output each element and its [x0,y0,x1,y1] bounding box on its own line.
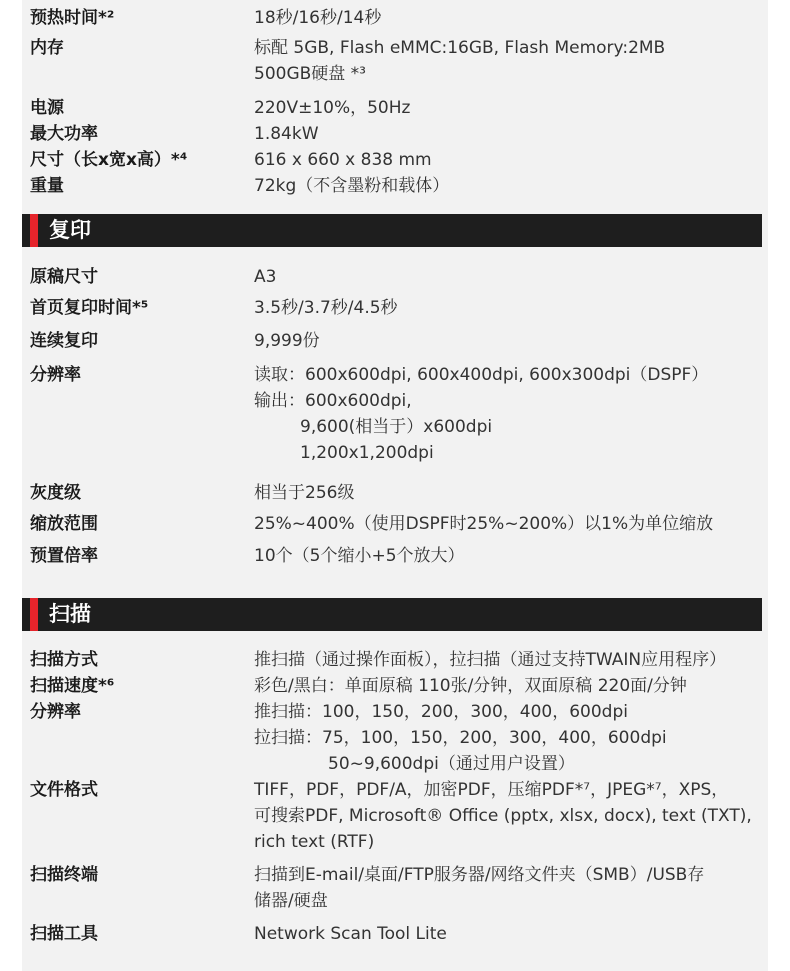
spec-label: 尺寸（长x宽x高）*⁴ [30,150,188,170]
spec-value: 72kg（不含墨粉和载体） [254,176,450,196]
spec-value: Network Scan Tool Lite [254,924,447,944]
spec-label: 缩放范围 [30,514,98,534]
spec-value: 25%~400%（使用DSPF时25%~200%）以1%为单位缩放 [254,514,714,534]
spec-value: 1.84kW [254,124,319,144]
spec-label: 分辨率 [30,702,81,722]
spec-value: 相当于256级 [254,483,355,503]
section-accent-bar [30,214,38,247]
spec-value: 标配 5GB, Flash eMMC:16GB, Flash Memory:2MB 500GB硬盘 *³ [254,38,666,84]
spec-label: 首页复印时间*⁵ [30,298,149,318]
spec-label: 扫描终端 [30,865,98,885]
spec-label: 扫描速度*⁶ [30,676,115,696]
spec-value: 扫描到E-mail/桌面/FTP服务器/网络文件夹（SMB）/USB存 储器/硬盘 [254,865,705,911]
spec-label: 分辨率 [30,365,81,385]
spec-value: 9,999份 [254,331,320,351]
spec-value: 3.5秒/3.7秒/4.5秒 [254,298,398,318]
section-accent-bar [30,598,38,631]
spec-value: 推扫描：100，150，200，300，400，600dpi 拉扫描：75，100，150，200，300，400，600dpi 50~9,600dpi（通过用户设置） [254,702,667,774]
spec-label: 原稿尺寸 [30,267,98,287]
spec-value: TIFF，PDF，PDF/A，加密PDF，压缩PDF*⁷，JPEG*⁷，XPS， 可搜索PDF, Microsoft® Office (pptx, xlsx, docx), text (TXT), rich text (RTF) [254,780,752,852]
spec-value: 18秒/16秒/14秒 [254,8,382,28]
section-title: 扫描 [49,602,91,626]
spec-label: 重量 [30,176,64,196]
section-title: 复印 [49,218,91,242]
section-header-copy [22,214,762,247]
spec-label: 内存 [30,38,64,58]
spec-label: 最大功率 [30,124,98,144]
spec-label: 文件格式 [30,780,98,800]
spec-value: 推扫描（通过操作面板），拉扫描（通过支持TWAIN应用程序） [254,650,727,670]
spec-value: 220V±10%，50Hz [254,98,411,118]
spec-label: 扫描方式 [30,650,98,670]
spec-value: 读取：600x600dpi, 600x400dpi, 600x300dpi（DSPF） 输出：600x600dpi, 9,600(相当于）x600dpi 1,200x1,200dpi [254,365,709,463]
spec-label: 预置倍率 [30,546,98,566]
spec-value: 彩色/黑白：单面原稿 110张/分钟，双面原稿 220面/分钟 [254,676,687,696]
spec-label: 灰度级 [30,483,81,503]
spec-label: 扫描工具 [30,924,98,944]
spec-value: 616 x 660 x 838 mm [254,150,432,170]
spec-value: 10个（5个缩小+5个放大） [254,546,465,566]
spec-label: 预热时间*² [30,8,115,28]
spec-label: 电源 [30,98,64,118]
spec-value: A3 [254,267,277,287]
spec-label: 连续复印 [30,331,98,351]
section-header-scan [22,598,762,631]
